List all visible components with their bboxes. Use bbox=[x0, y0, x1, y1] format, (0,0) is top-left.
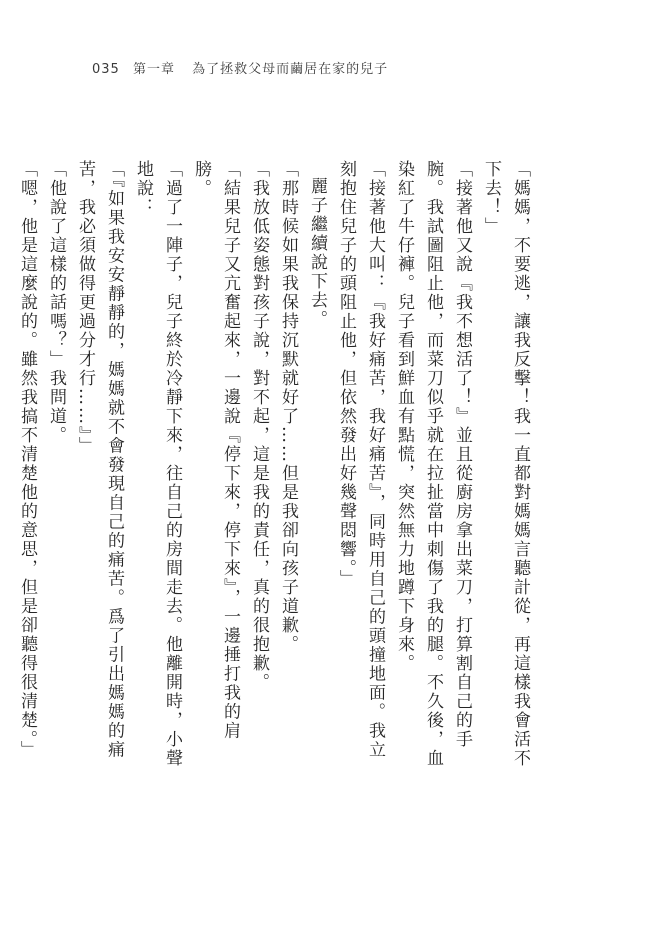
paragraph: 「他說了這樣的話嗎？」我問道。 bbox=[46, 160, 66, 445]
paragraph: 「過了一陣子，兒子終於冷靜下來，往自己的房間走去。他離開時，小聲地說： bbox=[133, 160, 182, 768]
running-header bbox=[92, 58, 388, 77]
paragraph: 麗子繼續說下去。 bbox=[307, 177, 327, 329]
page-number: 035 bbox=[92, 62, 120, 77]
chapter-label: 第一章 bbox=[132, 62, 175, 77]
paragraph: 「嗯，他是這麼說的。雖然我搞不清楚他的意思，但是卻聽得很清楚。」 bbox=[17, 160, 37, 760]
paragraph: 「媽媽，不要逃，讓我反擊！我一直都對媽媽言聽計從，再這樣我會活不下去！」 bbox=[481, 160, 530, 768]
paragraph: 「結果兒子又亢奮起來，一邊說『停下來，停下來』，一邊捶打我的肩膀。 bbox=[191, 160, 240, 741]
paragraph: 「那時候如果我保持沉默就好了……但是我卻向孩子道歉。 bbox=[278, 160, 298, 654]
paragraph: 「接著他又說『我不想活了！』並且從廚房拿出菜刀，打算割自己的手腕。我試圖阻止他，而菜刀似乎就在拉扯當中刺傷了我的腿。不久後，血染紅了牛仔褲。兒子看到鮮血有點慌，突然無力地蹲下身來。 bbox=[394, 160, 472, 768]
paragraph: 「『如果我安安靜靜的，媽媽就不會發現自己的痛苦。爲了引出媽媽的痛苦，我必須做得更過分才行……』」 bbox=[75, 160, 124, 760]
body-text bbox=[17, 160, 534, 770]
paragraph: 「我放低姿態對孩子說，對不起，這是我的責任，真的很抱歉。 bbox=[249, 160, 269, 692]
paragraph: 「接著他大叫：『我好痛苦，我好痛苦』，同時用自己的頭撞地面。我立刻抱住兒子的頭阻止他，但依然發出好幾聲悶響。」 bbox=[336, 160, 385, 760]
chapter-title: 為了拯救父母而繭居在家的兒子 bbox=[192, 62, 389, 77]
